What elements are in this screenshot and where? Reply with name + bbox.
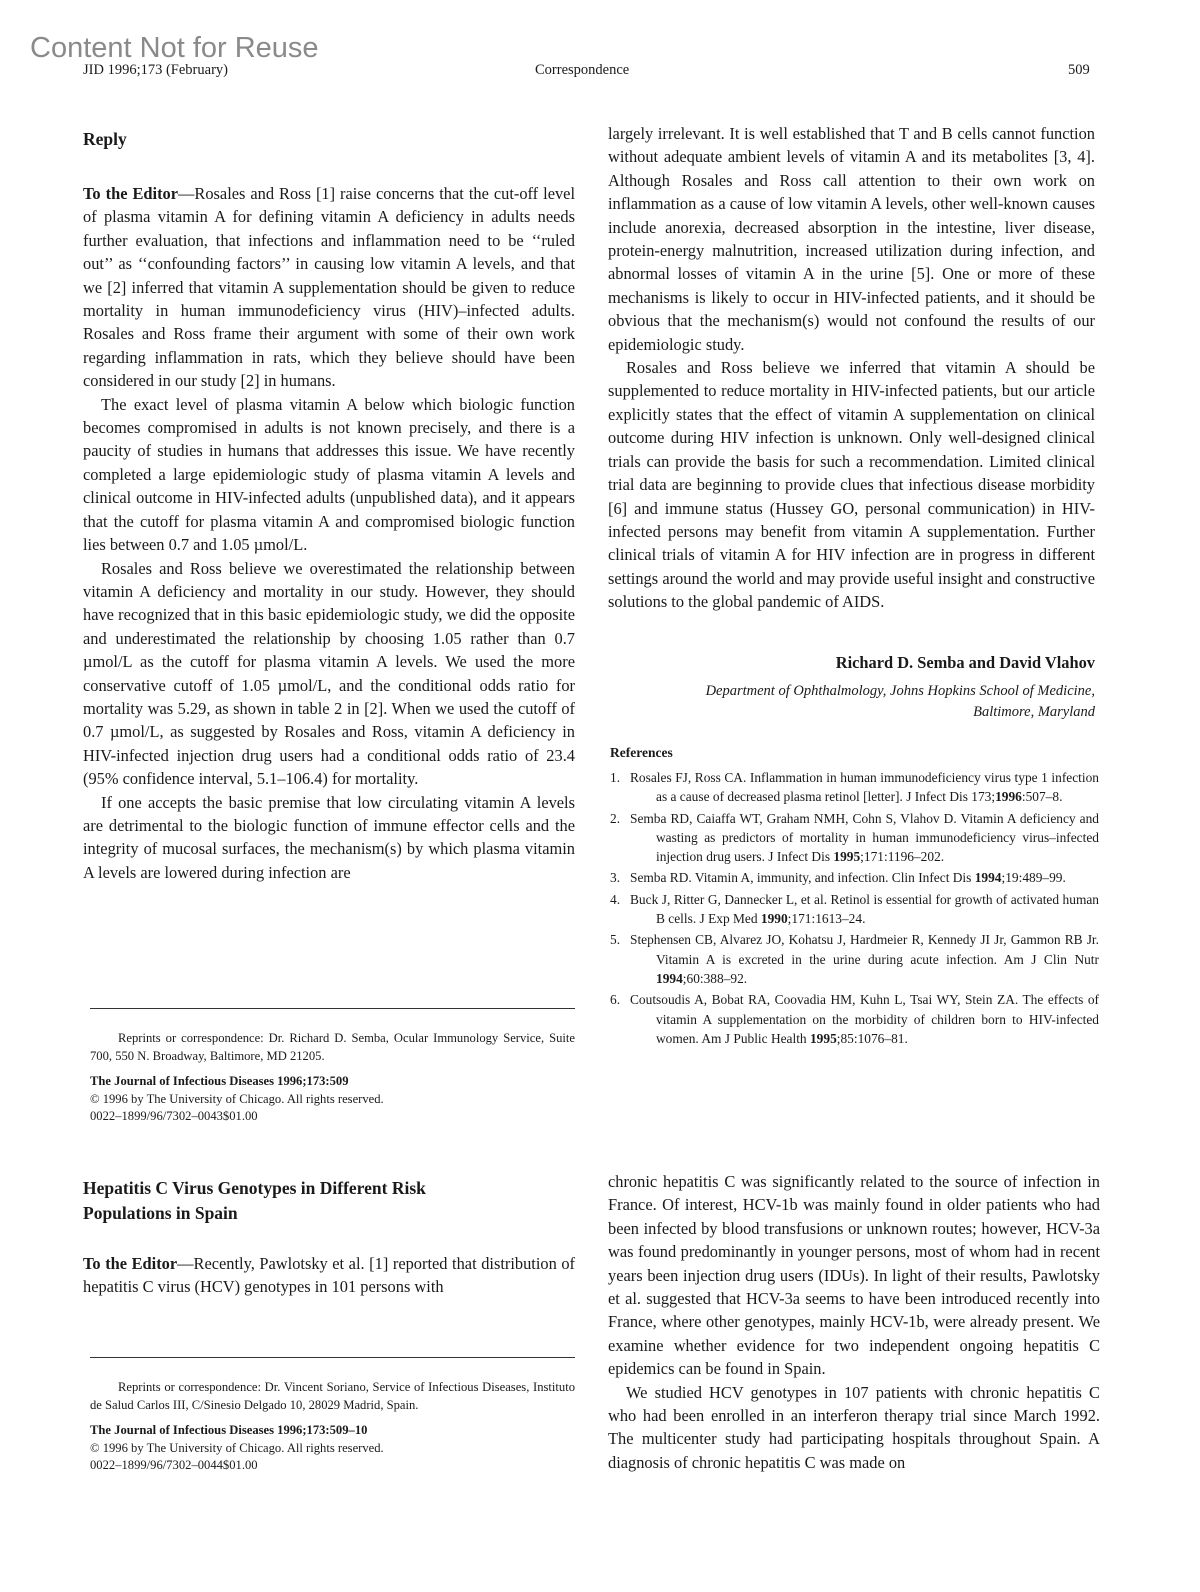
reference-item <box>610 930 1099 988</box>
reference-number: 6. <box>610 992 621 1008</box>
reference-text: Semba RD, Caiaffa WT, Graham NMH, Cohn S, Vlahov D. Vitamin A deficiency and wasting as predictors of mortality in human immunodeficiency virus–infected injection drug users. J Infect Dis 1995;171:1196–202. <box>630 810 1099 865</box>
reference-text: Coutsoudis A, Bobat RA, Coovadia HM, Kuhn L, Tsai WY, Stein ZA. The effects of vitamin A supplementation on the morbidity of children born to HIV-infected women. Am J Public Health 1995;85:1076–81. <box>630 992 1099 1046</box>
runin-heading: To the Editor <box>83 184 179 203</box>
reference-text: Buck J, Ritter G, Dannecker L, et al. Retinol is essential for growth of activated human B cells. J Exp Med 1990;171:1613–24. <box>630 891 1099 927</box>
running-header-journal: JID 1996;173 (February) <box>83 62 228 78</box>
reference-text: Rosales FJ, Ross CA. Inflammation in human immunodeficiency virus type 1 infection as a cause of decreased plasma retinol [letter]. J Infect Dis 173;1996:507–8. <box>630 770 1099 805</box>
reference-item <box>610 990 1099 1048</box>
reply-right-column <box>608 122 1095 614</box>
references-list <box>610 768 1099 1050</box>
reply-paragraph: The exact level of plasma vitamin A below which biologic function becomes compromised in adults is not known precisely, and there is a paucity of studies in humans that addresses this issue. We have recently completed a large epidemiologic study of plasma vitamin A levels and clinical outcome in HIV-infected adults (unpublished data), and it appears that the cutoff for plasma vitamin A and compromised biologic function lies between 0.7 and 1.05 µmol/L. <box>83 394 575 555</box>
reference-number: 4. <box>610 891 621 907</box>
page-number: 509 <box>1068 62 1090 78</box>
affiliation: Department of Ophthalmology, Johns Hopkins School of Medicine, Baltimore, Maryland <box>705 683 1095 720</box>
reference-item <box>610 868 1099 887</box>
reference-number: 5. <box>610 932 621 948</box>
hcv-paragraph: We studied HCV genotypes in 107 patients with chronic hepatitis C who had been enrolled in an interferon therapy trial since March 1992. The multicenter study had participating hospitals throughout Spain. A diagnosis of chronic hepatitis C was made on <box>608 1382 1100 1472</box>
hcv-paragraph: chronic hepatitis C was significantly related to the source of infection in France. Of interest, HCV-1b was mainly found in older patients who had been infected by blood transfusions or unknown routes; however, HCV-3a was found predominantly in younger persons, most of whom had in recent years been injection drug users (IDUs). In light of their results, Pawlotsky et al. suggested that HCV-3a seems to have been introduced recently into France, where other genotypes, mainly HCV-1b, were already present. We examine whether evidence for two independent ongoing hepatitis C epidemics can be found in Spain. <box>608 1172 1100 1379</box>
reply-paragraph: Rosales and Ross believe we overestimated the relationship between vitamin A deficiency and mortality in our study. However, they should have recognized that in this basic epidemiologic study, we did the opposite and underestimated the relationship by choosing 1.05 rather than 0.7 µmol/L as the cutoff for plasma vitamin A levels. We used the more conservative cutoff of 1.05 µmol/L, and the conditional odds ratio for mortality was 5.29, as shown in table 2 in [2]. When we used the cutoff of 0.7 µmol/L, as suggested by Rosales and Ross, vitamin A deficiency in HIV-infected injection drug users had a conditional odds ratio of 23.4 (95% confidence interval, 5.1–106.4) for mortality. <box>83 558 575 789</box>
reply-paragraph: If one accepts the basic premise that low circulating vitamin A levels are detrimental to the biologic function of immune effector cells and the integrity of mucosal surfaces, the mechanism(s) by which plasma vitamin A levels are lowered during infection are <box>83 792 575 882</box>
reply-paragraph: largely irrelevant. It is well established that T and B cells cannot function without adequate ambient levels of vitamin A and its metabolites [3, 4]. Although Rosales and Ross call attention to their own work on inflammation as a cause of low vitamin A levels, other well-known causes include anorexia, decreased absorption in the intestine, liver disease, protein-energy malnutrition, increased utilization during infection, and abnormal losses of vitamin A in the urine [5]. One or more of these mechanisms is likely to occur in HIV-infected patients, and it should be obvious that the mechanism(s) would not confound the results of our epidemiologic study. <box>608 124 1095 354</box>
reference-item <box>610 890 1099 929</box>
reference-text: Stephensen CB, Alvarez JO, Kohatsu J, Hardmeier R, Kennedy JI Jr, Gammon RB Jr. Vitamin A is excreted in the urine during acute infection. Am J Clin Nutr 1994;60:388–92. <box>630 932 1099 986</box>
hcv-paragraph: To the Editor—Recently, Pawlotsky et al. [1] reported that distribution of hepatitis C virus (HCV) genotypes in 101 persons with <box>83 1254 576 1297</box>
reply-left-column <box>83 182 575 884</box>
reply-footnote: Reprints or correspondence: Dr. Richard D. Semba, Ocular Immunology Service, Suite 700, 550 N. Broadway, Baltimore, MD 21205. The Journal of Infectious Diseases 1996;173:509 © 1996 by The University of Chicago. All rights reserved. 0022–1899/96/7302–0043$01.00 <box>90 1031 575 1123</box>
reference-item <box>610 809 1099 867</box>
reply-paragraph: To the Editor—Rosales and Ross [1] raise concerns that the cut-off level of plasma vitamin A for defining vitamin A deficiency in adults needs further evaluation, that infections and inflammation need to be ‘‘ruled out’’ as ‘‘confounding factors’’ in causing low vitamin A levels, and that we [2] inferred that vitamin A supplementation should be given to reduce mortality in human immunodeficiency virus (HIV)–infected adults. Rosales and Ross frame their argument with some of their own work regarding inflammation in rats, which they believe should have been considered in our study [2] in humans. <box>83 184 575 391</box>
hcv-right-column <box>608 1170 1100 1474</box>
references-title: References <box>610 745 673 760</box>
hcv-left-column <box>83 1252 575 1299</box>
reference-text: Semba RD. Vitamin A, immunity, and infection. Clin Infect Dis 1994;19:489–99. <box>630 870 1066 886</box>
reference-item <box>610 768 1099 807</box>
hcv-title: Hepatitis C Virus Genotypes in Different Risk Populations in Spain <box>83 1178 426 1223</box>
reply-title: Reply <box>83 129 127 149</box>
reference-number: 2. <box>610 810 621 826</box>
authors: Richard D. Semba and David Vlahov <box>835 653 1095 672</box>
watermark: Content Not for Reuse <box>30 32 319 64</box>
hcv-footnote: Reprints or correspondence: Dr. Vincent Soriano, Service of Infectious Diseases, Instituto de Salud Carlos III, C/Sinesio Delgado 10, 28029 Madrid, Spain. The Journal of Infectious Diseases 1996;173:509–10 © 1996 by The University of Chicago. All rights reserved. 0022–1899/96/7302–0044$01.00 <box>90 1380 575 1472</box>
running-header-section: Correspondence <box>535 62 630 78</box>
footnote-rule <box>90 1357 575 1358</box>
reference-number: 1. <box>610 770 621 785</box>
reply-paragraph: Rosales and Ross believe we inferred that vitamin A should be supplemented to reduce mortality in HIV-infected patients, but our article explicitly states that the effect of vitamin A supplementation on clinical outcome during HIV infection is unknown. Only well-designed clinical trials can provide the basis for such a recommendation. Limited clinical trial data are beginning to provide clues that infectious disease morbidity [6] and immune status (Hussey GO, personal communication) in HIV-infected persons may benefit from vitamin A supplementation. Further clinical trials of vitamin A for HIV infection are in progress in different settings around the world and may provide useful insight and constructive solutions to the global pandemic of AIDS. <box>608 358 1095 612</box>
reference-number: 3. <box>610 870 621 886</box>
footnote-rule <box>90 1008 575 1009</box>
